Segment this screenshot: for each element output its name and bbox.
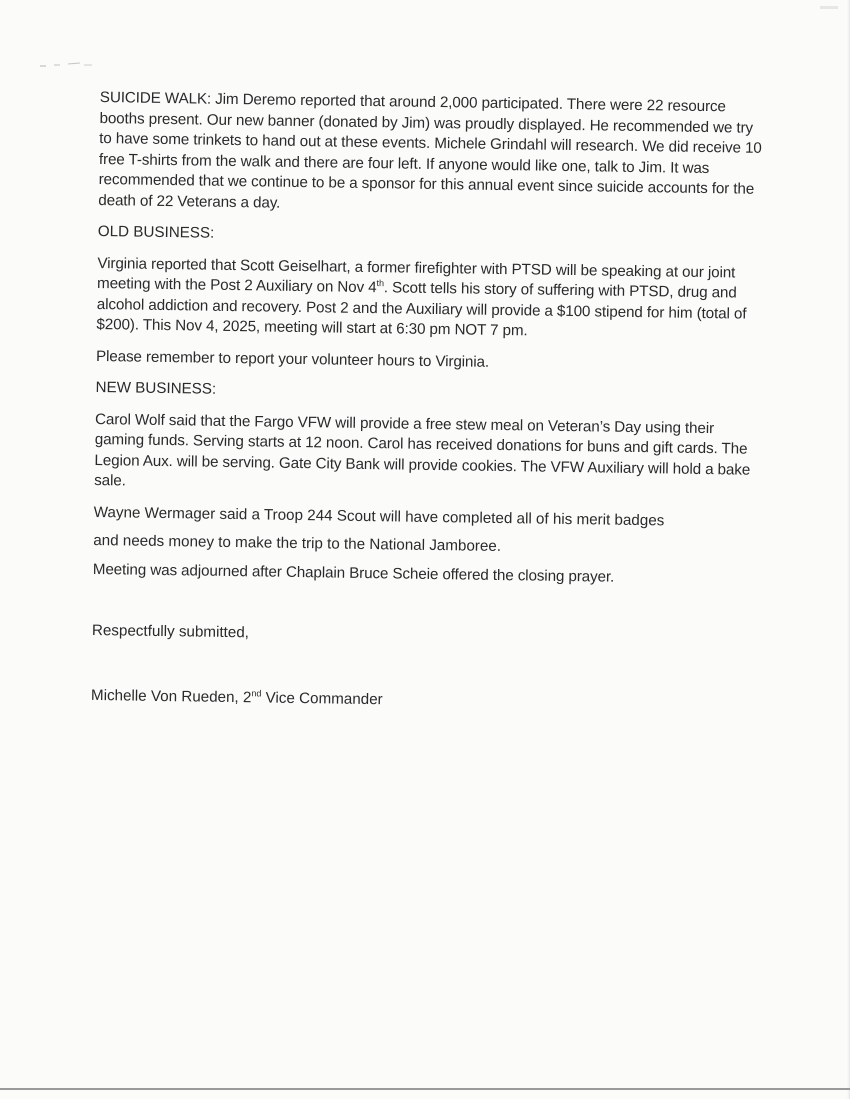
suicide-walk-label: SUICIDE WALK: bbox=[99, 88, 212, 108]
old-business-paragraph-volunteer-hours: Please remember to report your volunteer hours to Virginia. bbox=[95, 347, 490, 371]
signer-name-start: Michelle Von Rueden, 2 bbox=[90, 686, 252, 706]
signoff-text: Respectfully submitted, bbox=[91, 621, 250, 642]
suicide-walk-paragraph bbox=[98, 88, 765, 221]
scan-artifact-mark bbox=[40, 62, 95, 68]
ordinal-suffix: th bbox=[376, 278, 384, 289]
suicide-walk-text: Jim Deremo reported that around 2,000 participated. There were 22 resource booths present. Our new banner (donated by Jim) was proudly displayed. He recommended we try to have some trinkets to hand out at these events. Michele Grindahl will research. We did receive 10 free T-shirts from the walk and there are four left. If anyone would like one, talk to Jim. It was recommended that we continue to be a sponsor for this annual event since suicide accounts for the death of 22 Veterans a day. bbox=[98, 90, 762, 212]
new-business-scout-line-2: and needs money to make the trip to the National Jamboree. bbox=[93, 531, 502, 555]
scan-corner-mark bbox=[820, 6, 838, 9]
new-business-paragraph-veterans-day: Carol Wolf said that the Fargo VFW will provide a free stew meal on Veteran’s Day using their gaming funds. Serving starts at 12 noon. Carol has received donations for buns and gift cards. The Legion Aux. will be serving. Gate City Bank will provide cookies. The VFW Auxiliary will hold a bake sale. bbox=[94, 410, 751, 490]
minutes-body bbox=[91, 88, 765, 716]
new-business-heading: NEW BUSINESS: bbox=[95, 378, 217, 398]
ordinal-suffix: nd bbox=[251, 687, 262, 698]
page-bottom-edge bbox=[0, 1088, 850, 1090]
signer-title: Vice Commander bbox=[261, 688, 383, 708]
new-business-scout-line-1: Wayne Wermager said a Troop 244 Scout will have completed all of his merit badges bbox=[93, 503, 665, 529]
adjournment-paragraph: Meeting was adjourned after Chaplain Bruce Scheie offered the closing prayer. bbox=[92, 560, 615, 586]
old-business-paragraph-speaker bbox=[96, 253, 762, 345]
old-business-speaker-text-end: . Scott tells his story of suffering with PTSD, drug and alcohol addiction and recovery. Post 2 and the Auxiliary will provide a $100 stipend for him (total of $200). This Nov 4, 2025, meeting will start at 6:30 pm NOT 7 pm. bbox=[96, 279, 747, 340]
old-business-speaker-text-start: Virginia reported that Scott Geiselhart, a former firefighter with PTSD will be speaking at our joint meeting with the Post 2 Auxiliary on Nov 4 bbox=[96, 254, 736, 297]
old-business-heading: OLD BUSINESS: bbox=[97, 222, 215, 242]
